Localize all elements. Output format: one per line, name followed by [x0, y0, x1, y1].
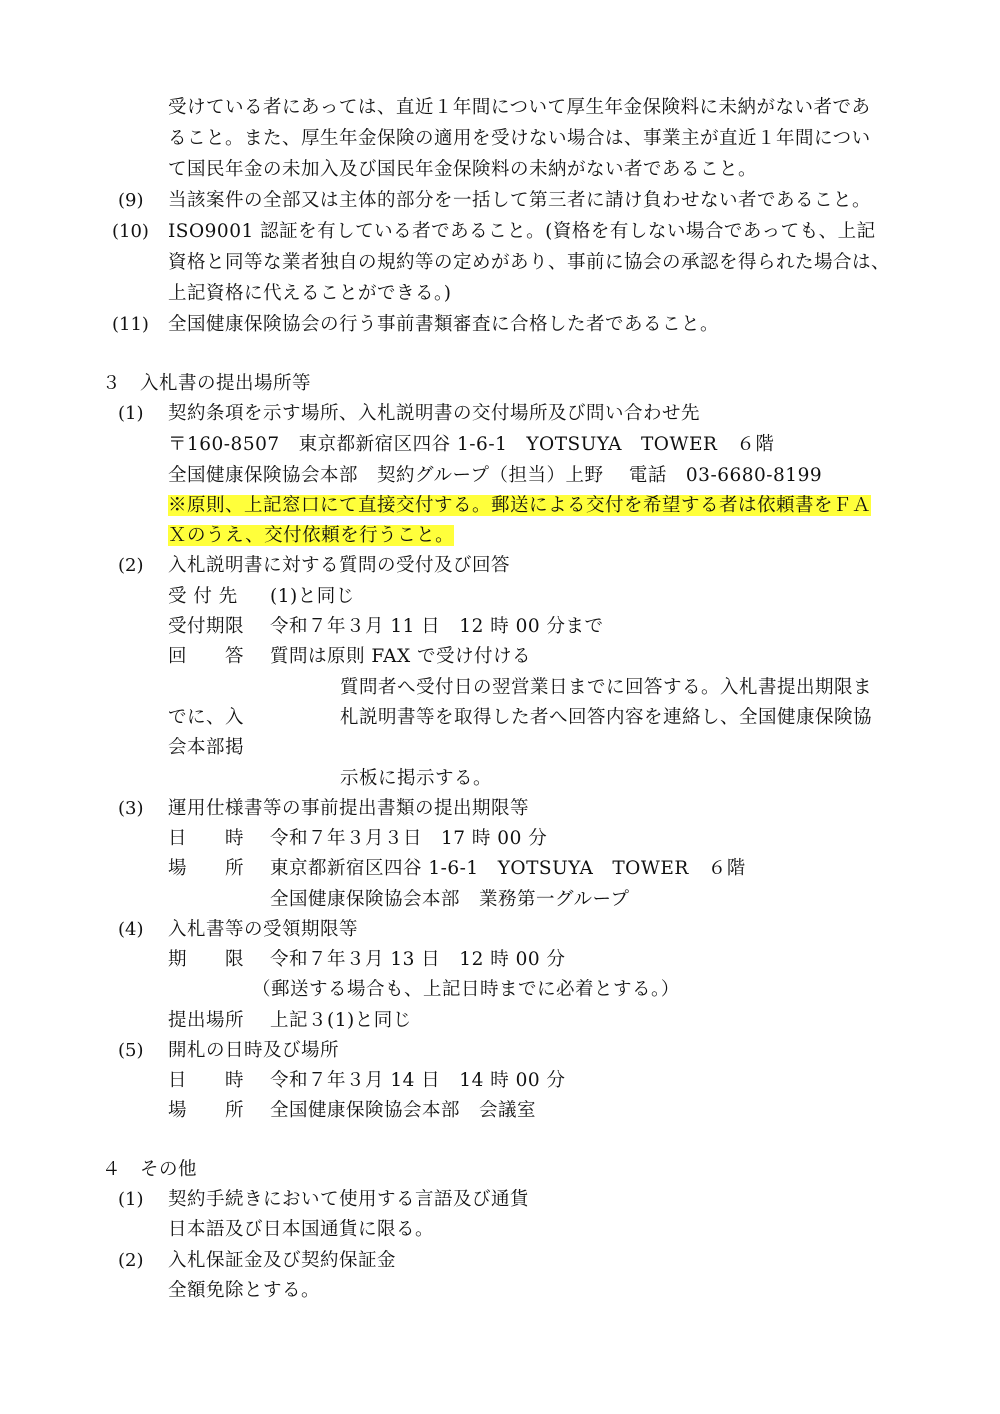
- field-label: 日 時: [168, 1070, 245, 1091]
- field-label: 期 限: [168, 949, 245, 970]
- field-value: 札説明書等を取得した者へ回答内容を連絡し、全国健康保険協: [340, 707, 873, 728]
- item-text: 上記資格に代えることができる。): [168, 283, 452, 304]
- item-title: 契約手続きにおいて使用する言語及び通貨: [168, 1189, 530, 1210]
- item-number: (2): [118, 555, 144, 576]
- item-text: 資格と同等な業者独自の規約等の定めがあり、事前に協会の承認を得られた場合は、: [168, 252, 891, 273]
- field-value: 令和７年３月 14 日 14 時 00 分: [270, 1070, 566, 1091]
- address-line: 〒160-8507 東京都新宿区四谷 1-6-1 YOTSUYA TOWER ６階: [168, 434, 775, 455]
- field-value: 令和７年３月 13 日 12 時 00 分: [270, 949, 566, 970]
- item-body: 全額免除とする。: [168, 1280, 321, 1301]
- field-value: 全国健康保険協会本部 業務第一グループ: [270, 889, 630, 910]
- item-text: 全国健康保険協会の行う事前書類審査に合格した者であること。: [168, 314, 720, 335]
- field-value: (1)と同じ: [270, 586, 355, 607]
- item-number: (9): [118, 190, 144, 211]
- field-label: 場 所: [168, 858, 245, 879]
- item-number: (4): [118, 919, 144, 940]
- field-label: 日 時: [168, 828, 245, 849]
- section-heading: ４ その他: [102, 1159, 198, 1180]
- field-value: 示板に掲示する。: [340, 768, 493, 789]
- field-label: 回 答: [168, 646, 245, 667]
- item-number: (11): [112, 314, 149, 335]
- field-label: 提出場所: [168, 1010, 245, 1031]
- field-value: 質問者へ受付日の翌営業日までに回答する。入札書提出期限ま: [340, 677, 873, 698]
- item-number: (10): [112, 221, 149, 242]
- highlight: Ｘのうえ、交付依頼を行うこと。: [168, 525, 455, 546]
- item-title: 入札書等の受領期限等: [168, 919, 359, 940]
- item-number: (3): [118, 798, 144, 819]
- body-line: て国民年金の未加入及び国民年金保険料の未納がない者であること。: [168, 159, 758, 180]
- item-text: 当該案件の全部又は主体的部分を一括して第三者に請け負わせない者であること。: [168, 190, 872, 211]
- highlighted-note: [168, 494, 871, 518]
- field-value: でに、入: [168, 707, 245, 728]
- highlight: ※原則、上記窓口にて直接交付する。郵送による交付を希望する者は依頼書をＦＡ: [168, 495, 872, 516]
- field-label: 場 所: [168, 1100, 245, 1121]
- field-label: 受付期限: [168, 616, 245, 637]
- item-number: (1): [118, 403, 144, 424]
- item-text: ISO9001 認証を有している者であること。(資格を有しない場合であっても、上記: [168, 221, 876, 242]
- body-line: ること。また、厚生年金保険の適用を受けない場合は、事業主が直近１年間につい: [168, 128, 871, 149]
- contact-line: 全国健康保険協会本部 契約グループ（担当）上野 電話 03-6680-8199: [168, 465, 823, 486]
- field-value: 上記３(1)と同じ: [270, 1010, 412, 1031]
- field-value: 質問は原則 FAX で受け付ける: [270, 646, 532, 667]
- field-label: 受 付 先: [168, 586, 238, 607]
- item-title: 入札説明書に対する質問の受付及び回答: [168, 555, 511, 576]
- item-number: (5): [118, 1040, 144, 1061]
- field-note: （郵送する場合も、上記日時までに必着とする。）: [252, 979, 680, 1000]
- item-title: 入札保証金及び契約保証金: [168, 1250, 397, 1271]
- item-title: 運用仕様書等の事前提出書類の提出期限等: [168, 798, 530, 819]
- field-value: 令和７年３月３日 17 時 00 分: [270, 828, 548, 849]
- field-value: 令和７年３月 11 日 12 時 00 分まで: [270, 616, 604, 637]
- section-heading: ３ 入札書の提出場所等: [102, 373, 312, 394]
- item-body: 日本語及び日本国通貨に限る。: [168, 1219, 435, 1240]
- body-line: 受けている者にあっては、直近１年間について厚生年金保険料に未納がない者であ: [168, 97, 871, 118]
- highlighted-note: [168, 524, 454, 548]
- field-value: 全国健康保険協会本部 会議室: [270, 1100, 537, 1121]
- item-title: 契約条項を示す場所、入札説明書の交付場所及び問い合わせ先: [168, 403, 701, 424]
- item-number: (2): [118, 1250, 144, 1271]
- item-title: 開札の日時及び場所: [168, 1040, 340, 1061]
- field-value: 東京都新宿区四谷 1-6-1 YOTSUYA TOWER ６階: [270, 858, 746, 879]
- item-number: (1): [118, 1189, 144, 1210]
- field-value: 会本部掲: [168, 737, 245, 758]
